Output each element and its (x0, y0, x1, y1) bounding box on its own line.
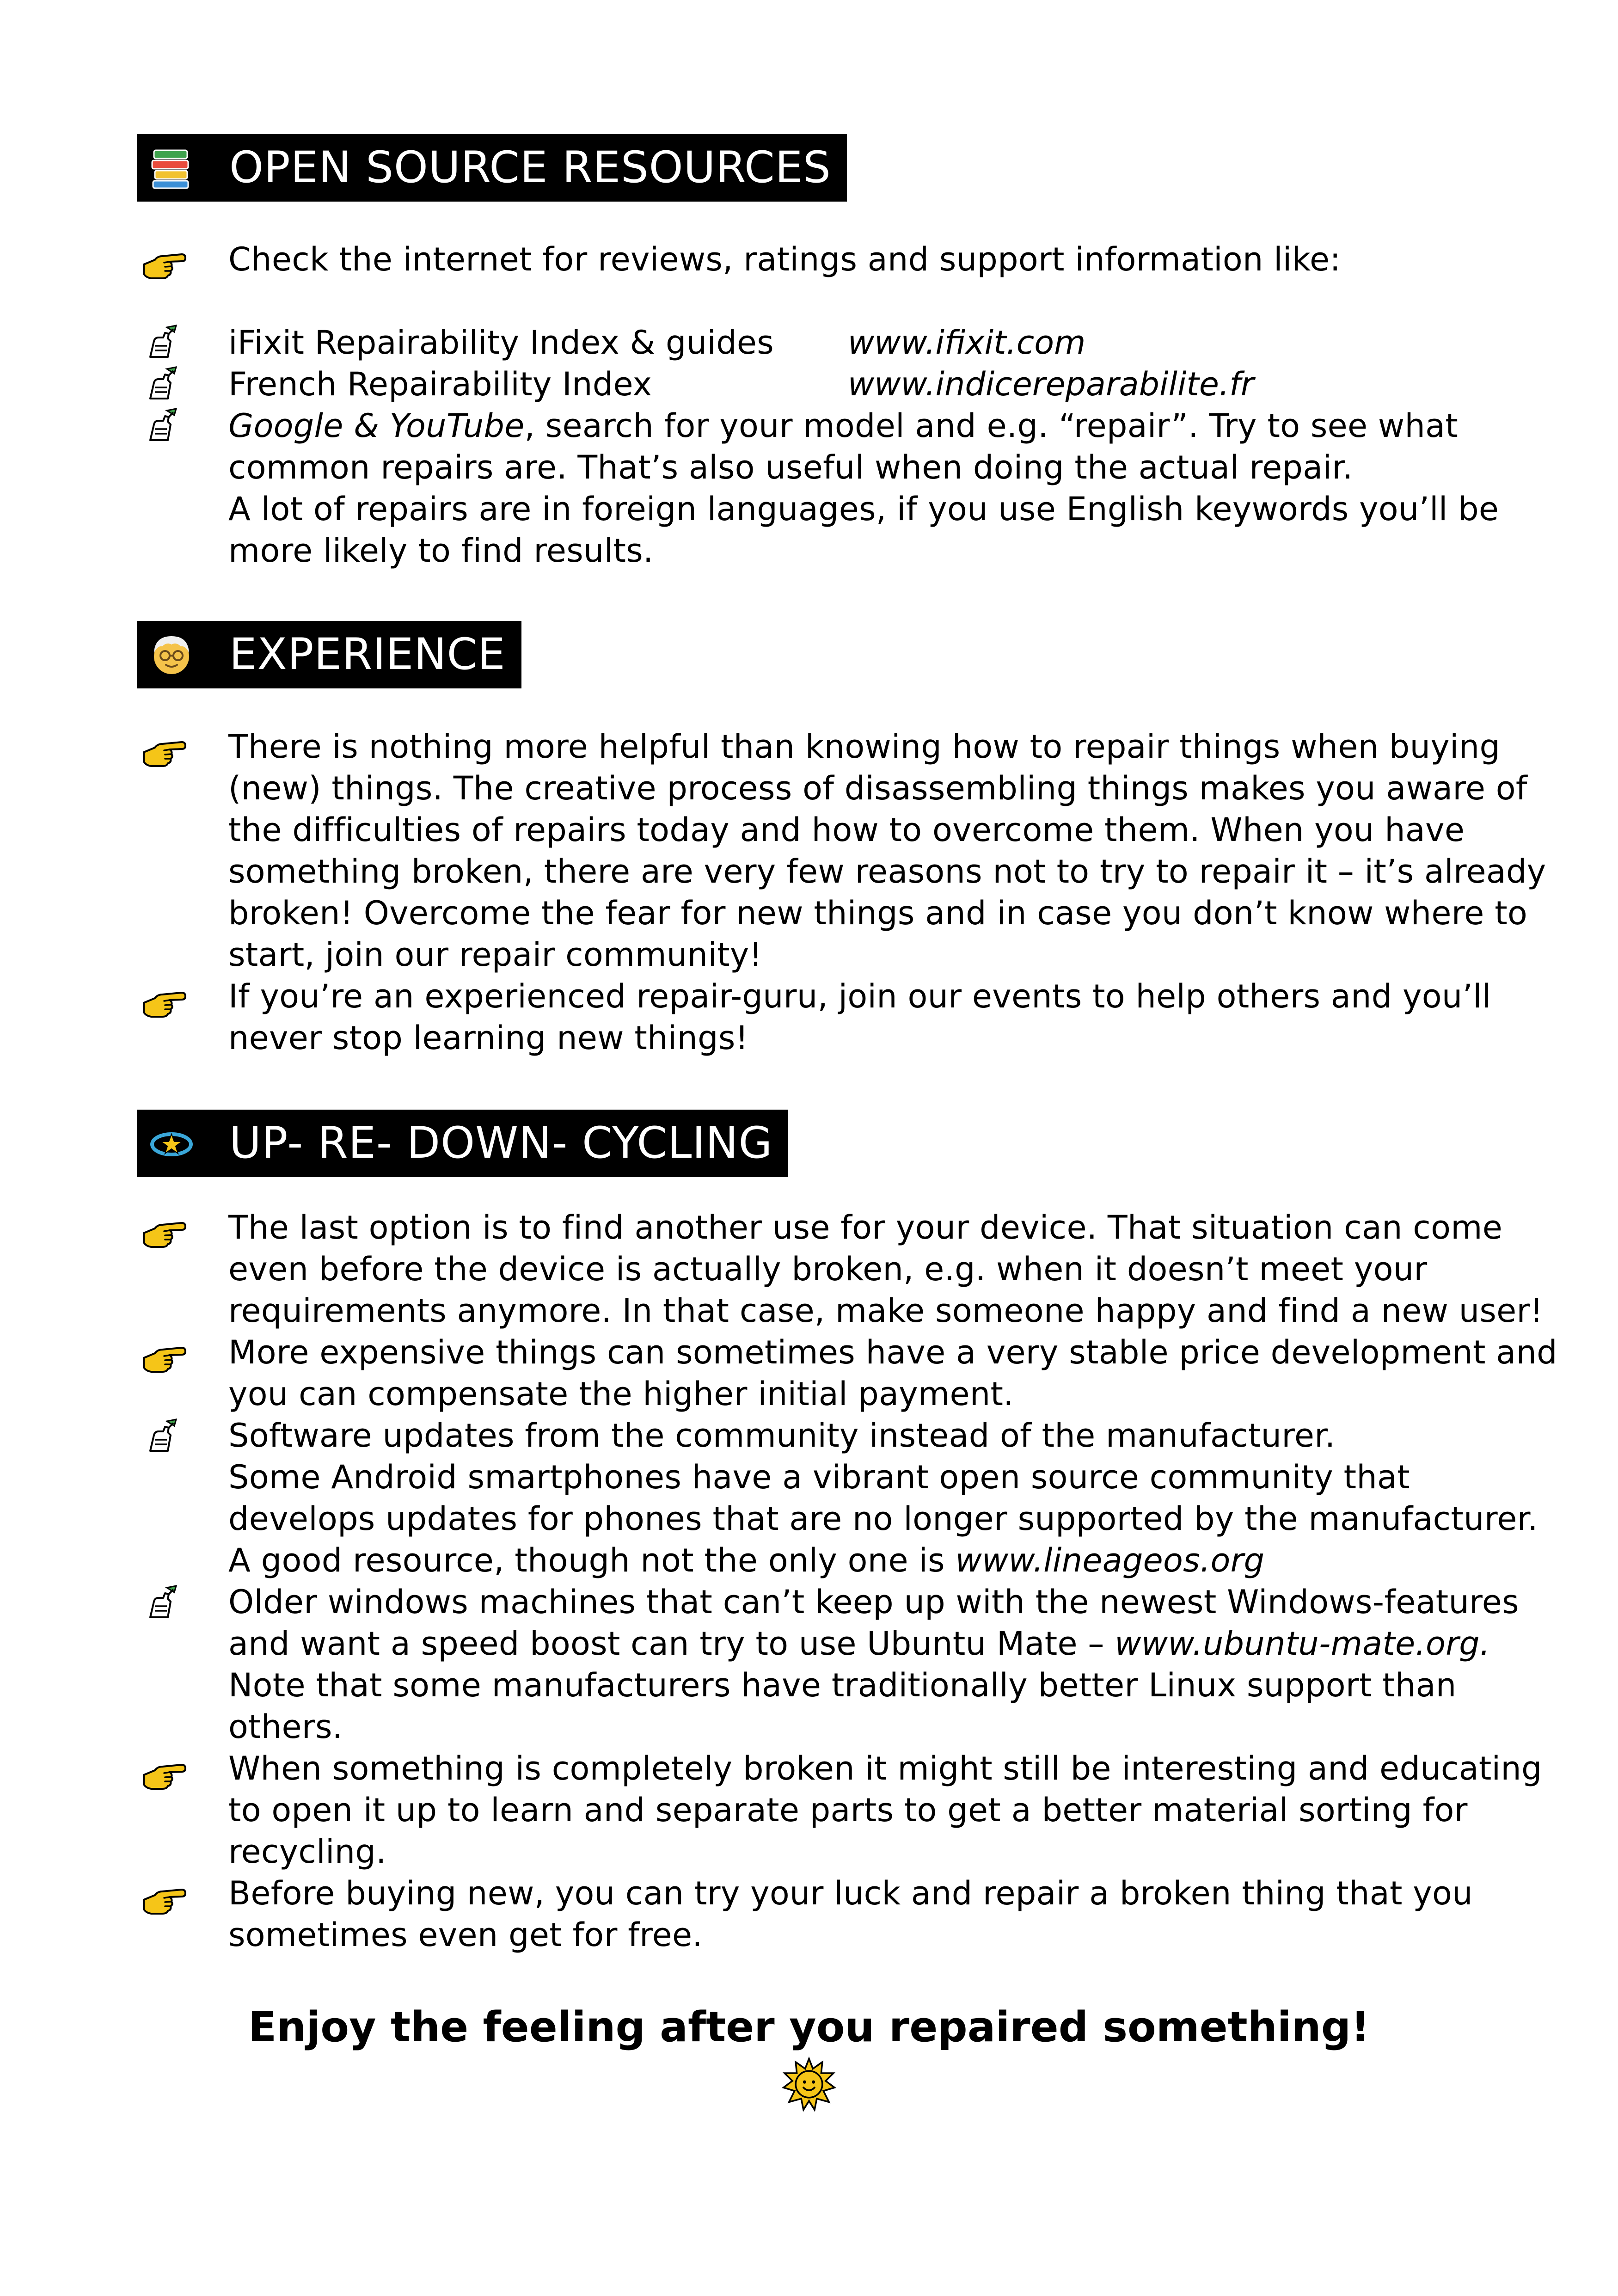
section-header-cycling (137, 1110, 788, 1177)
section-title: OPEN SOURCE RESOURCES (229, 142, 831, 193)
writing-hand-icon (141, 324, 187, 361)
ubuntu-lead: and want a speed boost can try to use Ubuntu Mate – (228, 1625, 1115, 1663)
body-line: the difficulties of repairs today and how to overcome them. When you have (228, 811, 1465, 849)
body-line: others. (228, 1708, 343, 1746)
ubuntu-link[interactable]: www.ubuntu-mate.org. (1115, 1625, 1490, 1663)
closing-text: Enjoy the feeling after you repaired something! (248, 2003, 1370, 2051)
body-line: you can compensate the higher initial payment. (228, 1375, 1014, 1413)
writing-hand-icon (141, 1584, 187, 1621)
body-line: More expensive things can sometimes have a very stable price development and (228, 1333, 1557, 1371)
resource-label: French Repairability Index (228, 365, 652, 403)
body-line: If you’re an experienced repair-guru, join our events to help others and you’ll (228, 977, 1491, 1015)
pointing-hand-icon (141, 732, 187, 769)
section-header-experience (137, 621, 521, 688)
writing-hand-icon (141, 1418, 187, 1455)
pointing-hand-icon (141, 1879, 187, 1916)
google-rest: , search for your model and e.g. “repair”. Try to see what (524, 407, 1459, 445)
body-line: common repairs are. That’s also useful when doing the actual repair. (228, 448, 1353, 486)
body-line: The last option is to find another use for your device. That situation can come (228, 1209, 1503, 1246)
body-line: more likely to find results. (228, 532, 654, 570)
body-line: something broken, there are very few reasons not to try to repair it – it’s already (228, 853, 1546, 890)
body-line: requirements anymore. In that case, make someone happy and find a new user! (228, 1292, 1543, 1330)
body-line: Before buying new, you can try your luck and repair a broken thing that you (228, 1874, 1473, 1912)
body-line: to open it up to learn and separate parts to get a better material sorting for (228, 1791, 1468, 1829)
body-line: start, join our repair community! (228, 936, 762, 974)
pointing-hand-icon (141, 982, 187, 1019)
pointing-hand-icon (141, 244, 187, 281)
body-line: recycling. (228, 1833, 386, 1871)
body-line: Note that some manufacturers have traditionally better Linux support than (228, 1666, 1457, 1704)
body-line: even before the device is actually broken, e.g. when it doesn’t meet your (228, 1250, 1428, 1288)
body-line: sometimes even get for free. (228, 1916, 703, 1954)
google-line (228, 405, 1458, 447)
body-line: Software updates from the community instead of the manufacturer. (228, 1417, 1336, 1455)
body-line: A lot of repairs are in foreign languages, if you use English keywords you’ll be (228, 490, 1499, 528)
section-title: EXPERIENCE (229, 629, 506, 680)
books-icon (146, 142, 197, 193)
ubuntu-line (228, 1623, 1490, 1664)
writing-hand-icon (141, 407, 187, 444)
section-header-open-source (137, 134, 847, 202)
resource-link[interactable]: www.indicereparabilite.fr (848, 365, 1254, 403)
section-title: UP- RE- DOWN- CYCLING (229, 1118, 773, 1168)
lineageos-link[interactable]: www.lineageos.org (955, 1541, 1265, 1579)
resource-label: iFixit Repairability Index & guides (228, 324, 774, 362)
google-lead: Google & YouTube (228, 407, 525, 445)
body-line: broken! Overcome the fear for new things and in case you don’t know where to (228, 894, 1528, 932)
pointing-hand-icon (141, 1338, 187, 1375)
body-line: (new) things. The creative process of disassembling things makes you aware of (228, 769, 1527, 807)
writing-hand-icon (141, 365, 187, 402)
resource-link[interactable]: www.ifixit.com (848, 324, 1086, 362)
body-line: never stop learning new things! (228, 1019, 749, 1057)
pointing-hand-icon (141, 1755, 187, 1792)
intro-text: Check the internet for reviews, ratings and support information like: (228, 240, 1341, 278)
dizzy-star-icon (146, 1118, 197, 1169)
lineageos-line (228, 1540, 1264, 1581)
sun-face-icon (781, 2057, 837, 2112)
body-line: There is nothing more helpful than knowing how to repair things when buying (228, 728, 1501, 766)
body-line: When something is completely broken it might still be interesting and educating (228, 1750, 1542, 1787)
body-line: Some Android smartphones have a vibrant open source community that (228, 1458, 1410, 1496)
body-line: Older windows machines that can’t keep up with the newest Windows-features (228, 1583, 1519, 1621)
body-line: develops updates for phones that are no longer supported by the manufacturer. (228, 1500, 1538, 1538)
old-person-face-icon (146, 629, 197, 680)
lineageos-lead: A good resource, though not the only one is (228, 1541, 956, 1579)
pointing-hand-icon (141, 1213, 187, 1250)
